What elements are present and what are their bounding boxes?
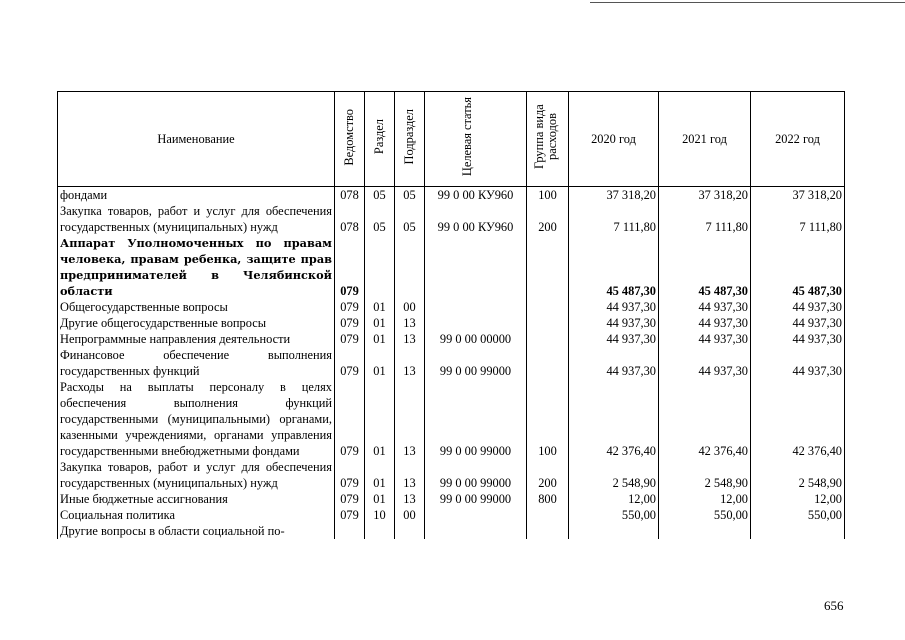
page-number: 656 xyxy=(824,598,844,613)
row-section: 01 xyxy=(365,299,395,315)
row-2022: 42 376,40 xyxy=(751,379,845,459)
row-name: Иные бюджетные ассигнования xyxy=(58,491,335,507)
row-subsection: 13 xyxy=(395,379,425,459)
row-group xyxy=(527,299,569,315)
row-2022: 12,00 xyxy=(751,491,845,507)
row-name: Другие вопросы в области социальной по- xyxy=(58,523,335,539)
row-2021: 44 937,30 xyxy=(659,331,751,347)
row-2022: 7 111,80 xyxy=(751,203,845,235)
row-name: Другие общегосударственные вопросы xyxy=(58,315,335,331)
row-dept: 079 xyxy=(335,491,365,507)
row-group xyxy=(527,523,569,539)
row-dept: 079 xyxy=(335,315,365,331)
row-subsection: 13 xyxy=(395,331,425,347)
row-dept: 079 xyxy=(335,347,365,379)
row-section: 01 xyxy=(365,347,395,379)
top-rule xyxy=(590,2,905,3)
row-dept xyxy=(335,523,365,539)
row-2021: 550,00 xyxy=(659,507,751,523)
header-group: Группа вида расходов xyxy=(527,92,569,187)
table-row xyxy=(58,523,845,539)
row-group xyxy=(527,235,569,299)
row-2022: 37 318,20 xyxy=(751,187,845,204)
row-section: 05 xyxy=(365,203,395,235)
header-name: Наименование xyxy=(58,92,335,187)
row-subsection: 13 xyxy=(395,491,425,507)
row-2022: 44 937,30 xyxy=(751,315,845,331)
row-target xyxy=(425,299,527,315)
row-2020: 44 937,30 xyxy=(569,315,659,331)
table-row xyxy=(58,203,845,235)
header-dept: Ведомство xyxy=(335,92,365,187)
row-name: Аппарат Уполномоченных по правам человека, правам ребенка, защите прав предпринимателей в Челябинской области xyxy=(58,235,335,299)
row-2022: 550,00 xyxy=(751,507,845,523)
row-section: 01 xyxy=(365,459,395,491)
row-2021: 44 937,30 xyxy=(659,299,751,315)
row-2022: 44 937,30 xyxy=(751,331,845,347)
row-name: Социальная политика xyxy=(58,507,335,523)
row-name: Общегосударственные вопросы xyxy=(58,299,335,315)
row-target xyxy=(425,507,527,523)
row-target: 99 0 00 99000 xyxy=(425,491,527,507)
row-2020: 12,00 xyxy=(569,491,659,507)
row-section: 10 xyxy=(365,507,395,523)
row-target xyxy=(425,315,527,331)
row-dept: 079 xyxy=(335,235,365,299)
row-2021: 12,00 xyxy=(659,491,751,507)
row-2020: 2 548,90 xyxy=(569,459,659,491)
row-2021: 37 318,20 xyxy=(659,187,751,204)
row-subsection xyxy=(395,523,425,539)
table-row xyxy=(58,507,845,523)
row-name: фондами xyxy=(58,187,335,204)
row-2021: 7 111,80 xyxy=(659,203,751,235)
table-row xyxy=(58,235,845,299)
row-group: 800 xyxy=(527,491,569,507)
table-row xyxy=(58,331,845,347)
budget-table xyxy=(57,91,845,539)
row-2021: 42 376,40 xyxy=(659,379,751,459)
row-subsection: 05 xyxy=(395,187,425,204)
row-group: 100 xyxy=(527,379,569,459)
header-section: Раздел xyxy=(365,92,395,187)
row-2020: 44 937,30 xyxy=(569,299,659,315)
header-2020: 2020 год xyxy=(569,92,659,187)
row-section: 01 xyxy=(365,379,395,459)
row-2022: 44 937,30 xyxy=(751,347,845,379)
row-target: 99 0 00 99000 xyxy=(425,379,527,459)
row-target: 99 0 00 КУ960 xyxy=(425,203,527,235)
row-dept: 078 xyxy=(335,203,365,235)
row-2022: 2 548,90 xyxy=(751,459,845,491)
row-2020: 44 937,30 xyxy=(569,347,659,379)
row-name: Закупка товаров, работ и услуг для обеспечения государственных (муниципальных) нужд xyxy=(58,459,335,491)
row-section: 01 xyxy=(365,491,395,507)
table-row xyxy=(58,491,845,507)
row-2022 xyxy=(751,523,845,539)
table-row xyxy=(58,379,845,459)
table-header-row xyxy=(58,92,845,187)
row-dept: 079 xyxy=(335,507,365,523)
row-dept: 079 xyxy=(335,379,365,459)
row-name: Непрограммные направления деятельности xyxy=(58,331,335,347)
row-name: Расходы на выплаты персоналу в целях обеспечения выполнения функций государственными (муниципальными) органами, казенными учреждениями, органами управления государственными внебюджетными фондами xyxy=(58,379,335,459)
row-subsection: 00 xyxy=(395,507,425,523)
row-dept: 079 xyxy=(335,299,365,315)
row-2020: 37 318,20 xyxy=(569,187,659,204)
header-2021: 2021 год xyxy=(659,92,751,187)
row-subsection xyxy=(395,235,425,299)
row-section xyxy=(365,235,395,299)
row-section xyxy=(365,523,395,539)
table-row xyxy=(58,315,845,331)
header-target: Целевая статья xyxy=(425,92,527,187)
row-2020 xyxy=(569,523,659,539)
row-2021 xyxy=(659,523,751,539)
row-target: 99 0 00 00000 xyxy=(425,331,527,347)
row-2021: 45 487,30 xyxy=(659,235,751,299)
row-subsection: 05 xyxy=(395,203,425,235)
row-group xyxy=(527,315,569,331)
row-name: Закупка товаров, работ и услуг для обеспечения государственных (муниципальных) нужд xyxy=(58,203,335,235)
table-row xyxy=(58,347,845,379)
row-dept: 079 xyxy=(335,459,365,491)
row-target: 99 0 00 99000 xyxy=(425,459,527,491)
row-2022: 45 487,30 xyxy=(751,235,845,299)
row-section: 05 xyxy=(365,187,395,204)
row-2020: 550,00 xyxy=(569,507,659,523)
row-group xyxy=(527,347,569,379)
row-target: 99 0 00 99000 xyxy=(425,347,527,379)
row-section: 01 xyxy=(365,331,395,347)
table-row xyxy=(58,299,845,315)
row-subsection: 13 xyxy=(395,459,425,491)
row-dept: 078 xyxy=(335,187,365,204)
row-group: 200 xyxy=(527,203,569,235)
row-group: 200 xyxy=(527,459,569,491)
row-subsection: 00 xyxy=(395,299,425,315)
row-group xyxy=(527,331,569,347)
row-name: Финансовое обеспечение выполнения государственных функций xyxy=(58,347,335,379)
row-2021: 44 937,30 xyxy=(659,315,751,331)
row-2020: 42 376,40 xyxy=(569,379,659,459)
row-2021: 2 548,90 xyxy=(659,459,751,491)
row-subsection: 13 xyxy=(395,347,425,379)
row-section: 01 xyxy=(365,315,395,331)
header-2022: 2022 год xyxy=(751,92,845,187)
row-group: 100 xyxy=(527,187,569,204)
row-2020: 45 487,30 xyxy=(569,235,659,299)
header-subsection: Подраздел xyxy=(395,92,425,187)
table-row xyxy=(58,459,845,491)
row-dept: 079 xyxy=(335,331,365,347)
row-group xyxy=(527,507,569,523)
row-2020: 44 937,30 xyxy=(569,331,659,347)
row-target: 99 0 00 КУ960 xyxy=(425,187,527,204)
row-2022: 44 937,30 xyxy=(751,299,845,315)
row-target xyxy=(425,235,527,299)
row-2020: 7 111,80 xyxy=(569,203,659,235)
table-row xyxy=(58,187,845,204)
row-2021: 44 937,30 xyxy=(659,347,751,379)
row-subsection: 13 xyxy=(395,315,425,331)
row-target xyxy=(425,523,527,539)
